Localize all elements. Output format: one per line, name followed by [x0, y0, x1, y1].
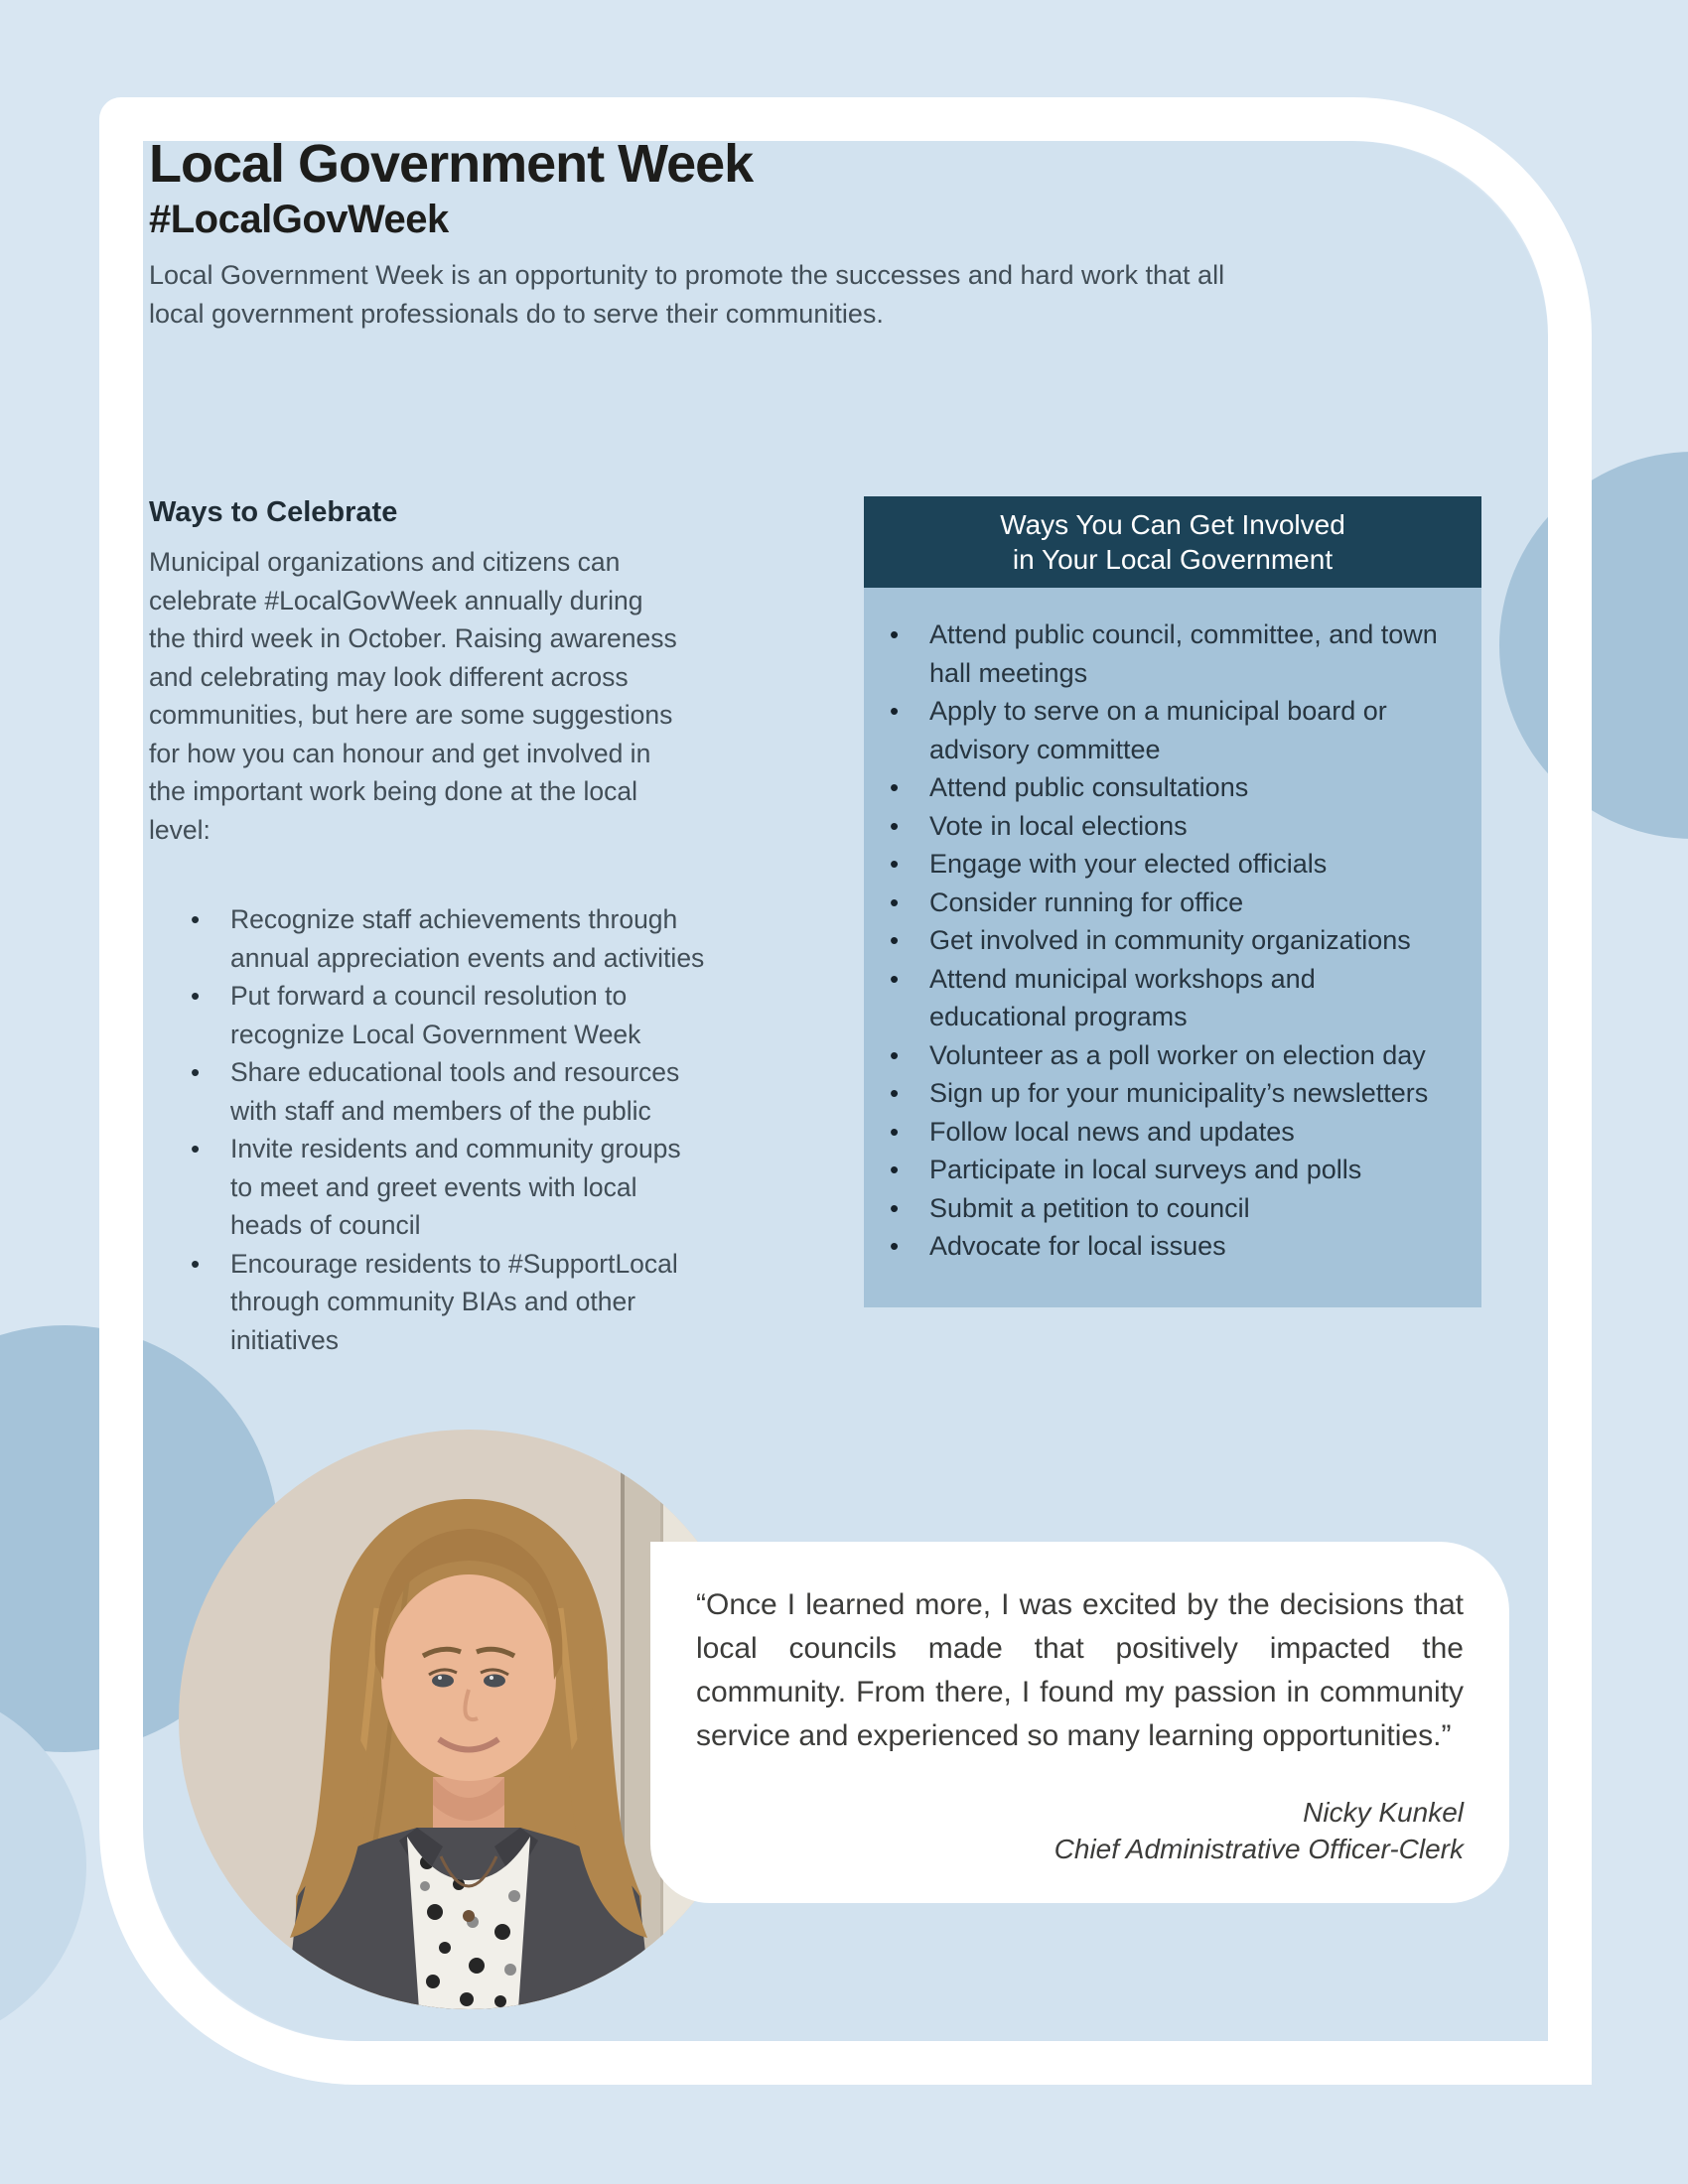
list-item: • Sign up for your municipality’s newsletters: [864, 1074, 1454, 1113]
involved-list: [864, 615, 1454, 1266]
quote-attribution: [696, 1794, 1464, 1867]
celebrate-heading: Ways to Celebrate: [149, 496, 398, 528]
list-item: • Put forward a council resolution to recognize Local Government Week: [149, 977, 705, 1053]
involved-box-body: [864, 588, 1481, 1307]
list-item: • Recognize staff achievements through annual appreciation events and activities: [149, 900, 705, 977]
page-title: Local Government Week: [149, 134, 754, 194]
list-item: • Attend public consultations: [864, 768, 1454, 807]
celebrate-list: [149, 900, 705, 1359]
list-item: • Submit a petition to council: [864, 1189, 1454, 1228]
involved-box: [864, 496, 1481, 1307]
header: [149, 135, 753, 242]
list-item: • Attend municipal workshops and educational programs: [864, 960, 1454, 1036]
list-item: • Advocate for local issues: [864, 1227, 1454, 1266]
involved-box-title-line2: in Your Local Government: [1012, 544, 1334, 575]
list-item: • Follow local news and updates: [864, 1113, 1454, 1152]
list-item: • Participate in local surveys and polls: [864, 1151, 1454, 1189]
list-item: • Attend public council, committee, and town hall meetings: [864, 615, 1454, 692]
list-item: • Volunteer as a poll worker on election day: [864, 1036, 1454, 1075]
quote-attribution-name: Nicky Kunkel: [1303, 1797, 1464, 1828]
list-item: • Engage with your elected officials: [864, 845, 1454, 884]
list-item: • Encourage residents to #SupportLocal through community BIAs and other initiatives: [149, 1245, 705, 1360]
involved-box-title-line1: Ways You Can Get Involved: [1000, 509, 1345, 540]
list-item: • Invite residents and community groups to meet and greet events with local heads of council: [149, 1130, 705, 1245]
list-item: • Consider running for office: [864, 884, 1454, 922]
quote-attribution-title: Chief Administrative Officer-Clerk: [1054, 1834, 1464, 1864]
celebrate-paragraph: Municipal organizations and citizens can celebrate #LocalGovWeek annually during the third week in October. Raising awareness and celebrating may look different across communities, but here are some suggestions for how you can honour and get involved in the important work being done at the local level:: [149, 547, 677, 845]
list-item: • Share educational tools and resources with staff and members of the public: [149, 1053, 705, 1130]
involved-box-header: [864, 496, 1481, 588]
intro-text: Local Government Week is an opportunity to promote the successes and hard work that all local government professionals do to serve their communities.: [149, 260, 1225, 329]
quote-card: [650, 1542, 1509, 1903]
quote-text: “Once I learned more, I was excited by the decisions that local councils made that positively impacted the community. From there, I found my passion in community service and experienced so many learning opportunities.”: [696, 1588, 1464, 1752]
list-item: • Get involved in community organizations: [864, 921, 1454, 960]
list-item: • Apply to serve on a municipal board or advisory committee: [864, 692, 1454, 768]
celebrate-section: [149, 496, 705, 1359]
page-hashtag: #LocalGovWeek: [149, 198, 449, 241]
list-item: • Vote in local elections: [864, 807, 1454, 846]
